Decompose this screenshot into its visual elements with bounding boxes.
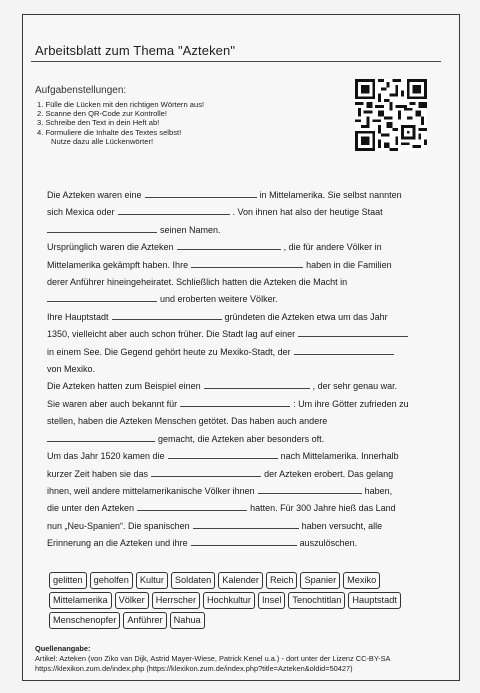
- word-bank-row: [49, 612, 469, 629]
- text-line: nun „Neu-Spanien“. Die spanischen haben versucht, alle: [47, 520, 383, 531]
- text-line: stellen, haben die Azteken Menschen getötet. Das haben auch andere: [47, 416, 328, 427]
- tasks-heading: Aufgabenstellungen:: [35, 85, 127, 96]
- blank[interactable]: [294, 345, 394, 355]
- blank[interactable]: [47, 292, 157, 302]
- blank[interactable]: [191, 258, 303, 268]
- word-chip[interactable]: Insel: [258, 592, 285, 609]
- text-line: sich Mexica oder . Von ihnen hat also der heutige Staat: [47, 207, 383, 218]
- word-chip[interactable]: Reich: [266, 572, 298, 589]
- blank[interactable]: [137, 501, 247, 511]
- source-link[interactable]: https://klexikon.zum.de/index.php (https://klexikon.zum.de/index.php?title=Azteken&oldid=50427): [35, 664, 353, 673]
- task-item-2: 2. Scanne den QR-Code zur Kontrolle!: [37, 109, 168, 119]
- worksheet: [22, 14, 460, 681]
- task-list: [37, 100, 204, 146]
- text-line: kurzer Zeit haben sie das der Azteken erobert. Das gelang: [47, 468, 394, 479]
- title-divider: [31, 61, 441, 62]
- text-line: ihnen, weil andere mittelamerikanische Völker ihnen haben,: [47, 485, 393, 496]
- text-line: von Mexiko.: [47, 364, 96, 375]
- word-chip[interactable]: Nahua: [170, 612, 205, 629]
- source-citation: [35, 644, 390, 674]
- word-chip[interactable]: geholfen: [90, 572, 133, 589]
- blank[interactable]: [177, 240, 281, 250]
- text-line: Erinnerung an die Azteken und ihre auszulöschen.: [47, 538, 358, 549]
- word-chip[interactable]: Soldaten: [171, 572, 215, 589]
- word-chip[interactable]: Menschenopfer: [49, 612, 120, 629]
- blank[interactable]: [168, 449, 278, 459]
- text-line: Die Azteken hatten zum Beispiel einen , der sehr genau war.: [47, 381, 398, 392]
- word-chip[interactable]: Völker: [115, 592, 149, 609]
- word-bank-row: [49, 592, 469, 609]
- word-chip[interactable]: Mexiko: [343, 572, 380, 589]
- qr-code-icon[interactable]: [355, 79, 427, 151]
- blank[interactable]: [145, 188, 257, 198]
- blank[interactable]: [151, 467, 261, 477]
- text-line: in einem See. Die Gegend gehört heute zu Mexiko-Stadt, der: [47, 344, 447, 361]
- word-chip[interactable]: Hauptstadt: [348, 592, 400, 609]
- blank[interactable]: [191, 536, 297, 546]
- text-line: 1350, vielleicht aber auch schon früher. Die Stadt lag auf einer: [47, 326, 447, 343]
- blank[interactable]: [204, 379, 310, 389]
- text-line: gemacht, die Azteken aber besonders oft.: [47, 431, 447, 448]
- task-item-1: 1. Fülle die Lücken mit den richtigen Wörtern aus!: [37, 100, 205, 109]
- word-chip[interactable]: Anführer: [123, 612, 166, 629]
- word-chip[interactable]: gelitten: [49, 572, 87, 589]
- text-line: die unter den Azteken hatten. Für 300 Jahre hieß das Land: [47, 503, 396, 514]
- text-line: Ihre Hauptstadt gründeten die Azteken etwa um das Jahr: [47, 311, 388, 322]
- text-line: Mittelamerika gekämpft haben. Ihre haben in die Familien: [47, 259, 392, 270]
- blank[interactable]: [47, 432, 155, 442]
- task-item-4-continued: Nutze dazu alle Lückenwörter!: [51, 136, 154, 146]
- word-chip[interactable]: Mittelamerika: [49, 592, 112, 609]
- word-bank: [49, 572, 469, 632]
- word-chip[interactable]: Tenochtitlan: [288, 592, 345, 609]
- word-chip[interactable]: Herrscher: [152, 592, 200, 609]
- task-item-3: 3. Schreibe den Text in dein Heft ab!: [37, 118, 160, 128]
- text-line: seinen Namen.: [47, 222, 447, 239]
- source-line: Artikel: Azteken (von Ziko van Dijk, Astrid Mayer-Wiese, Patrick Kenel u.a.) - dort unter der Lizenz CC-BY-SA: [35, 654, 391, 663]
- blank[interactable]: [47, 223, 157, 233]
- text-line: Ursprünglich waren die Azteken , die für andere Völker in: [47, 242, 382, 253]
- word-chip[interactable]: Kalender: [218, 572, 263, 589]
- blank[interactable]: [193, 519, 299, 529]
- blank[interactable]: [180, 397, 290, 407]
- page-title: Arbeitsblatt zum Thema "Azteken": [35, 43, 236, 58]
- cloze-text: [47, 187, 447, 553]
- text-line: Die Azteken waren eine in Mittelamerika. Sie selbst nannten: [47, 190, 402, 200]
- blank[interactable]: [118, 205, 230, 215]
- sources-heading: Quellenangabe:: [35, 644, 91, 653]
- text-line: Sie waren aber auch bekannt für : Um ihre Götter zufrieden zu: [47, 398, 409, 409]
- word-bank-row: [49, 572, 469, 589]
- blank[interactable]: [298, 327, 408, 337]
- word-chip[interactable]: Spanier: [300, 572, 340, 589]
- blank[interactable]: [258, 484, 362, 494]
- task-item-4: 4. Formuliere die Inhalte des Textes selbst!: [37, 127, 182, 137]
- word-chip[interactable]: Kultur: [136, 572, 168, 589]
- text-line: und eroberten weitere Völker.: [47, 291, 447, 308]
- word-chip[interactable]: Hochkultur: [203, 592, 255, 609]
- blank[interactable]: [112, 310, 222, 320]
- text-line: Um das Jahr 1520 kamen die nach Mittelamerika. Innerhalb: [47, 451, 399, 462]
- text-line: derer Anführer hineingeheiratet. Schließlich hatten die Azteken die Macht in: [47, 277, 348, 288]
